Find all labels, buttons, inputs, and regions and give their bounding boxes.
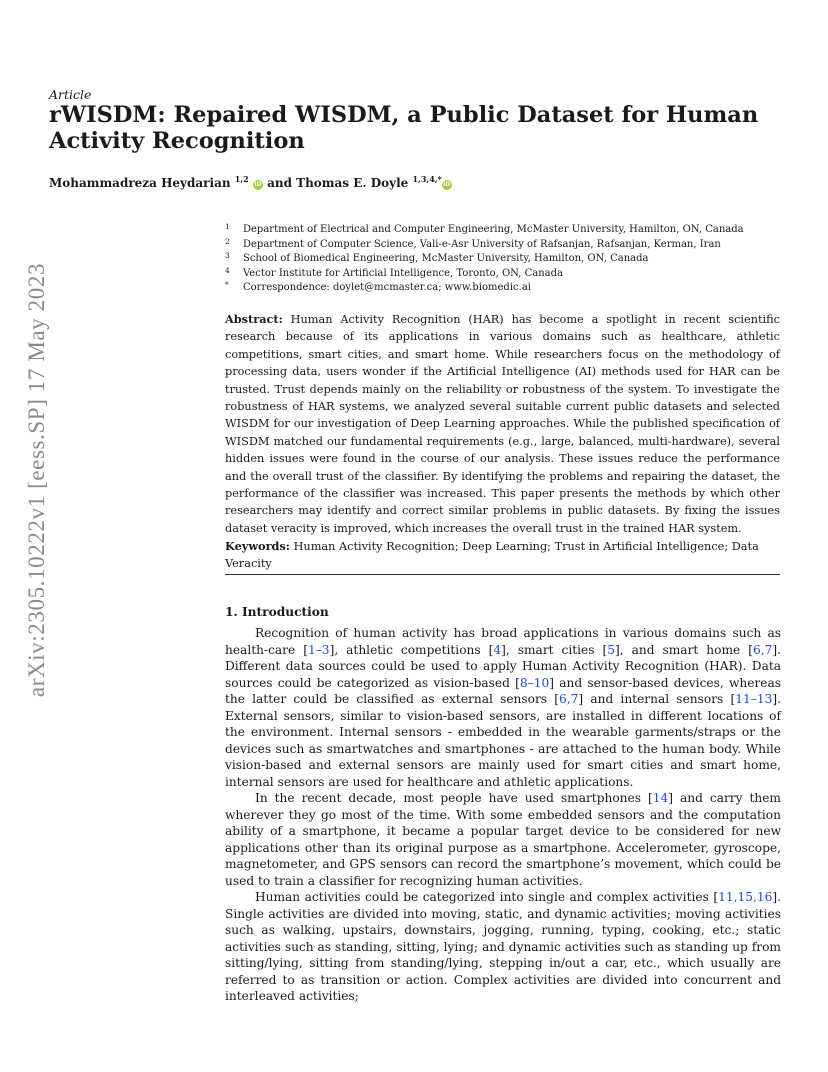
arxiv-sidebar-stamp xyxy=(14,140,60,820)
affiliation-mark: 4 xyxy=(225,265,230,275)
body-paragraph xyxy=(225,889,781,1005)
abstract-text: Human Activity Recognition (HAR) has become a spotlight in recent scientific research because of its applications in various domains such as healthcare, athletic competitions, smart cities, and smart home. While researchers focus on the methodology of processing data, users wonder if the Artificial Intelligence (AI) methods used for HAR can be trusted. Trust depends mainly on the reliability or robustness of the system. To investigate the robustness of HAR systems, we analyzed several suitable current public datasets and selected WISDM for our investigation of Deep Learning approaches. While the published specification of WISDM matched our fundamental requirements (e.g., large, balanced, multi-hardware), several hidden issues were found in the course of our analysis. These issues reduce the performance and the overall trust of the classifier. By identifying the problems and repairing the dataset, the performance of the classifier was increased. This paper presents the methods by which other researchers may identify and correct similar problems in public datasets. By fixing the issues dataset veracity is improved, which increases the overall trust in the trained HAR system. xyxy=(225,313,780,535)
citation-link[interactable]: 6,7 xyxy=(752,642,773,657)
paragraph-text: In the recent decade, most people have used smartphones [ xyxy=(255,791,653,805)
affiliation-list xyxy=(225,220,785,293)
abstract xyxy=(225,311,780,537)
affiliation-item xyxy=(225,220,785,235)
correspondence-text: Correspondence: doylet@mcmaster.ca; www.biomedic.ai xyxy=(243,282,531,294)
paragraph-text: Human activities could be categorized into single and complex activities [ xyxy=(255,890,719,904)
affiliation-mark: * xyxy=(225,280,229,290)
affiliation-mark: 3 xyxy=(225,251,230,261)
author-affiliation-marks: 1,2 xyxy=(234,174,249,184)
citation-link[interactable]: 11–13 xyxy=(735,692,773,706)
affiliation-text: Department of Computer Science, Vali-e-Asr University of Rafsanjan, Rafsanjan, Kerman, Iran xyxy=(243,238,721,250)
citation-link[interactable]: 4 xyxy=(493,642,502,657)
body-paragraph xyxy=(225,790,781,889)
paragraph-text: ]. External sensors, similar to vision-based sensors, are installed in different locations of the environment. Internal sensors - embedded in the wearable garments/straps or the devices such as smartwatches and smartphones - are attached to the human body. While vision-based and external sensors are mainly used for smart cities and smart home, internal sensors are used for healthcare and athletic applications. xyxy=(225,692,782,789)
citation-link[interactable]: 5 xyxy=(607,642,615,657)
arxiv-id: arXiv:2305.10222v1 [eess.SP] 17 May 2023 xyxy=(24,262,49,698)
affiliation-mark: 1 xyxy=(225,222,230,231)
correspondence-item xyxy=(225,278,785,293)
affiliation-item xyxy=(225,235,785,250)
author-joiner: and xyxy=(267,176,292,190)
paragraph-text: ], athletic competitions [ xyxy=(329,642,494,657)
section-divider xyxy=(225,574,780,575)
citation-link[interactable]: 6,7 xyxy=(559,692,579,706)
affiliation-item xyxy=(225,264,785,279)
paragraph-text: ], and smart home [ xyxy=(615,642,753,657)
citation-link[interactable]: 11,15,16 xyxy=(718,890,773,904)
paragraph-text: ] and carry them wherever they go most of the time. With some embedded sensors and the computation ability of a smartphone, it became a popular target device to be considered for new applications other than its original purpose as a smartphone. Accelerometer, gyroscope, magnetometer, and GPS sensors can record the smartphone’s movement, which could be used to train a classifier for recognizing human activities. xyxy=(225,791,781,888)
keywords-label: Keywords: xyxy=(225,539,290,553)
citation-link[interactable]: 8–10 xyxy=(519,675,550,690)
section-body xyxy=(225,625,781,1005)
article-type: Article xyxy=(49,87,92,102)
paragraph-text: ]. Different data sources could be used to apply Human Activity Recognition (HAR). Data sources could be categorized as vision-based [ xyxy=(225,642,781,690)
paragraph-text: ] and sensor-based devices, whereas the latter could be classified as external sensors [ xyxy=(225,675,782,706)
affiliation-text: School of Biomedical Engineering, McMaster University, Hamilton, ON, Canada xyxy=(243,253,649,265)
citation-link[interactable]: 1–3 xyxy=(307,642,330,657)
citation-link[interactable]: 14 xyxy=(652,791,669,805)
paragraph-text: ] and internal sensors [ xyxy=(578,692,736,706)
author-name: Mohammadreza Heydarian xyxy=(49,176,231,190)
keywords xyxy=(225,538,780,572)
author-affiliation-marks: 1,3,4,* xyxy=(412,174,442,184)
abstract-label: Abstract: xyxy=(225,312,283,326)
paragraph-text: Recognition of human activity has broad applications in various domains such as health-care [ xyxy=(225,626,781,657)
keywords-text: Human Activity Recognition; Deep Learning; Trust in Artificial Intelligence; Data Veracity xyxy=(225,540,759,570)
paragraph-text: ]. Single activities are divided into moving, static, and dynamic activities; moving activities such as walking, upstairs, downstairs, jogging, running, typing, cooking, etc.; static activities such as standing, sitting, lying; and dynamic activities such as standing up from sitting/lying, sitting from standing/lying, stepping in/out a car, etc., which usually are referred to as transition or action. Complex activities are divided into concurrent and interleaved activities; xyxy=(225,890,781,1003)
affiliation-text: Department of Electrical and Computer Engineering, McMaster University, Hamilton, ON, Canada xyxy=(243,224,744,235)
author-name: Thomas E. Doyle xyxy=(296,176,409,190)
affiliation-mark: 2 xyxy=(225,236,230,246)
affiliation-item xyxy=(225,249,785,264)
affiliation-text: Vector Institute for Artificial Intelligence, Toronto, ON, Canada xyxy=(243,267,563,279)
orcid-icon[interactable]: iD xyxy=(443,181,451,188)
body-paragraph xyxy=(225,625,781,790)
section-heading: 1. Introduction xyxy=(225,605,329,619)
paragraph-text: ], smart cities [ xyxy=(501,642,608,657)
orcid-icon[interactable]: iD xyxy=(254,181,262,188)
paper-title: rWISDM: Repaired WISDM, a Public Dataset for Human Activity Recognition xyxy=(49,102,759,154)
author-list xyxy=(49,174,452,190)
